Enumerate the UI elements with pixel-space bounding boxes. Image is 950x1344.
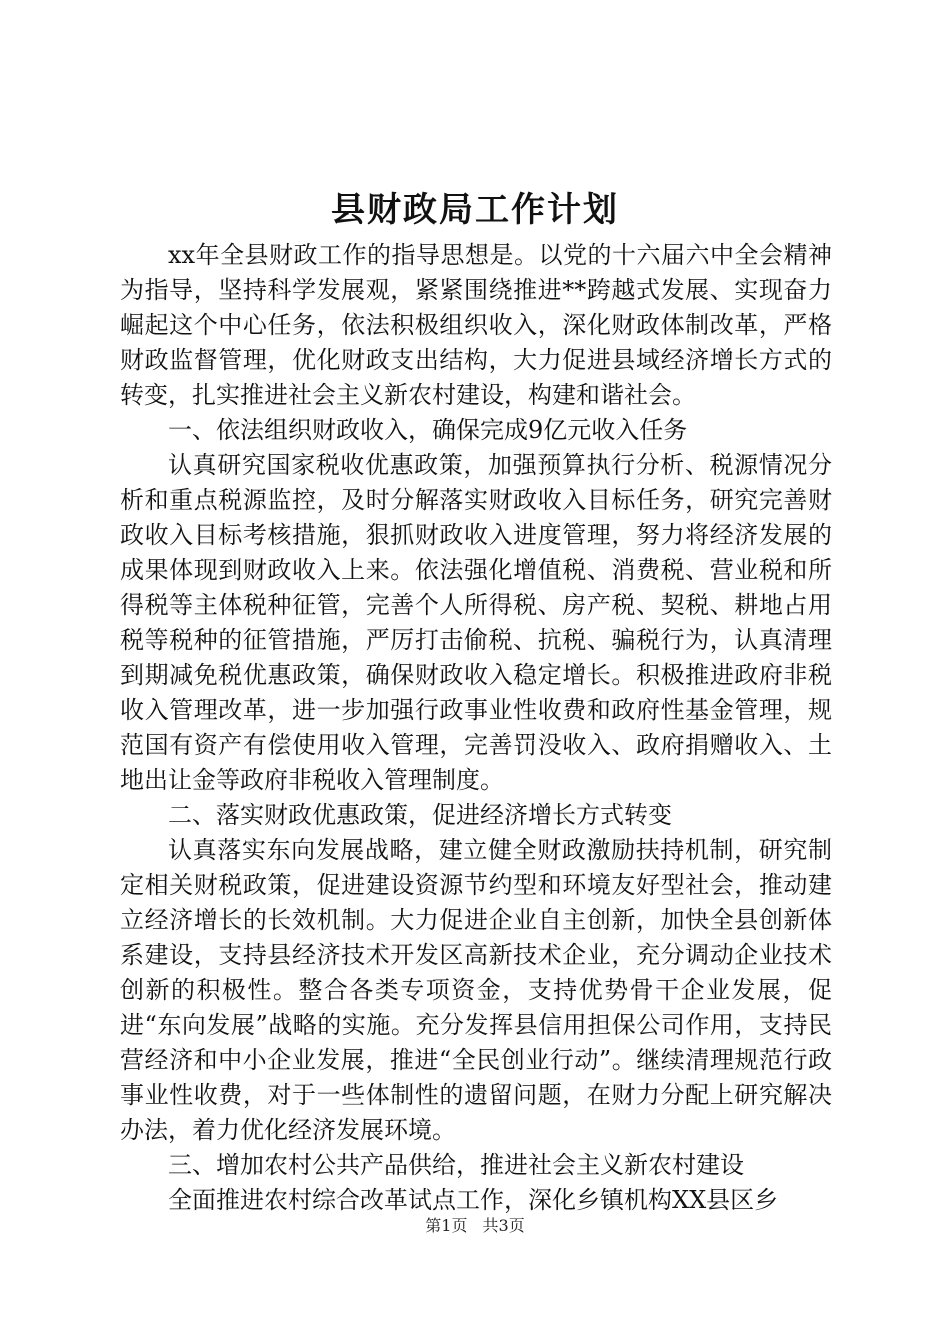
- section-3-paragraph: 全面推进农村综合改革试点工作，深化乡镇机构XX县区乡: [168, 1186, 779, 1214]
- section-1-paragraph: 认真研究国家税收优惠政策，加强预算执行分析、税源情况分析和重点税源监控，及时分解落实财政收入目标任务，研究完善财政收入目标考核措施，狠抓财政收入进度管理，努力将经济发展的成果体现到财政收入上来。依法强化增值税、消费税、营业税和所得税等主体税种征管，完善个人所得税、房产税、契税、耕地占用税等税种的征管措施，严厉打击偷税、抗税、骗税行为，认真清理到期减免税优惠政策，确保财政收入稳定增长。积极推进政府非税收入管理改革，进一步加强行政事业性收费和政府性基金管理，规范国有资产有偿使用收入管理，完善罚没收入、政府捐赠收入、土地出让金等政府非税收入管理制度。: [120, 451, 832, 794]
- page-total: 共3页: [482, 1216, 525, 1235]
- section-heading-1: 一、依法组织财政收入，确保完成9亿元收入任务: [168, 416, 688, 444]
- document-body: [120, 238, 832, 1218]
- section-2-paragraph: 认真落实东向发展战略，建立健全财政激励扶持机制，研究制定相关财税政策，促进建设资源节约型和环境友好型社会，推动建立经济增长的长效机制。大力促进企业自主创新，加快全县创新体系建设，支持县经济技术开发区高新技术企业，充分调动企业技术创新的积极性。整合各类专项资金，支持优势骨干企业发展，促进“东向发展”战略的实施。充分发挥县信用担保公司作用，支持民营经济和中小企业发展，推进“全民创业行动”。继续清理规范行政事业性收费，对于一些体制性的遗留问题，在财力分配上研究解决办法，着力优化经济发展环境。: [120, 836, 832, 1144]
- section-heading-2: 二、落实财政优惠政策，促进经济增长方式转变: [168, 801, 672, 829]
- page-number: 第1页: [425, 1216, 468, 1235]
- section-heading-3: 三、增加农村公共产品供给，推进社会主义新农村建设: [168, 1151, 744, 1179]
- page-footer: [0, 1214, 950, 1238]
- intro-paragraph: xx年全县财政工作的指导思想是。以党的十六届六中全会精神为指导，坚持科学发展观，紧紧围绕推进**跨越式发展、实现奋力崛起这个中心任务，依法积极组织收入，深化财政体制改革，严格财政监督管理，优化财政支出结构，大力促进县域经济增长方式的转变，扎实推进社会主义新农村建设，构建和谐社会。: [120, 241, 832, 409]
- document-title: 县财政局工作计划: [331, 190, 619, 230]
